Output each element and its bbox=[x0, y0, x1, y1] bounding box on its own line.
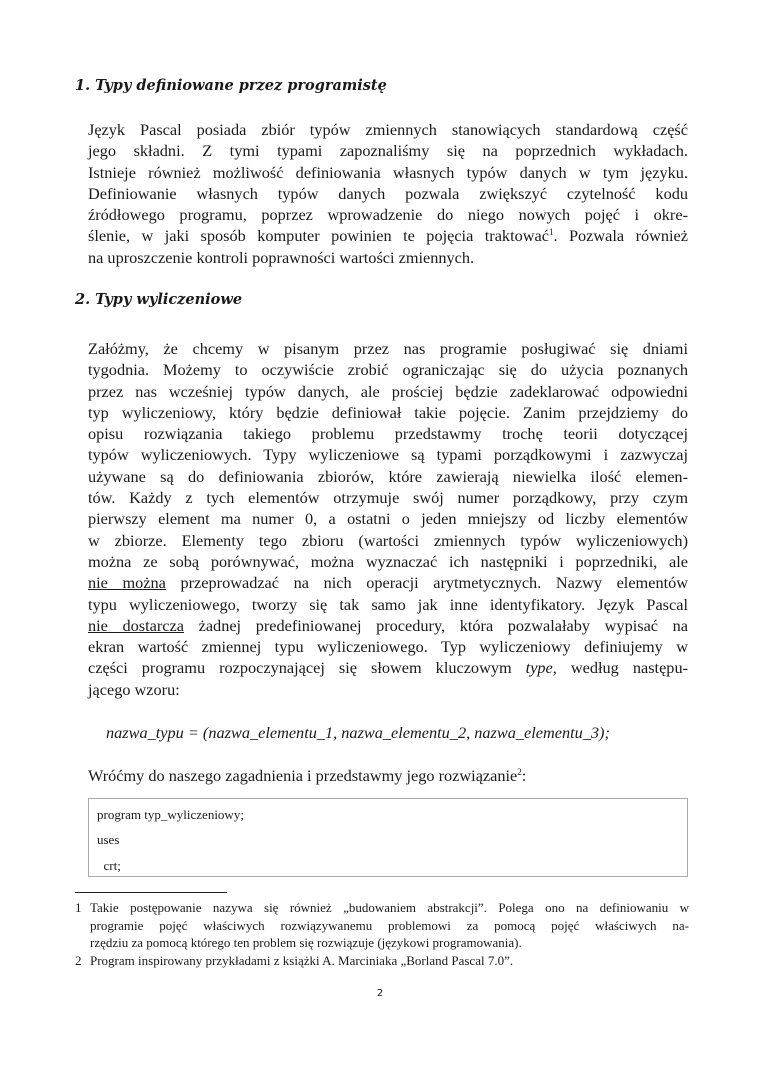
text-line: tów. Każdy z tych elementów otrzymuje swój numer porządkowy, przy czym bbox=[88, 488, 688, 508]
text-line: programie pojęć właściwych rozwiązywanemu problemowi za pomocą pojęć właściwych na- bbox=[90, 917, 689, 933]
text-line: Język Pascal posiada zbiór typów zmiennych stanowiących standardową część bbox=[88, 120, 688, 139]
text-line: przez nas wcześniej typów danych, ale prościej będzie zadeklarować odpowiedni bbox=[88, 381, 688, 401]
text-line: rzędziu za pomocą którego ten problem się rozwiązuje (językowi programowania). bbox=[90, 935, 522, 950]
text-line: tygodnia. Możemy to oczywiście zrobić ograniczając się do użycia poznanych bbox=[88, 360, 688, 380]
text-line: można ze sobą porównywać, można wyznaczać ich następniki i poprzedniki, ale bbox=[88, 551, 688, 571]
footnote-separator bbox=[75, 892, 227, 893]
underlined-text: nie dostarcza bbox=[88, 615, 184, 635]
solution-intro-text: Wróćmy do naszego zagadnienia i przedstawmy jego rozwiązanie bbox=[88, 766, 518, 785]
text-line: ślenie, w jaki sposób komputer powinien te pojęcia traktować$^1$. Pozwala również bbox=[88, 226, 689, 246]
footnote-text bbox=[90, 952, 689, 970]
section-1-heading: 1. Typy definiowane przez programistę bbox=[75, 77, 387, 94]
code-line: uses bbox=[97, 832, 120, 847]
text-line: jego składni. Z tymi typami zapoznaliśmy się na poprzednich wykładach. bbox=[88, 141, 688, 161]
code-listing bbox=[88, 798, 688, 877]
section-2-paragraph bbox=[88, 338, 688, 700]
text-line: Program inspirowany przykładami z książki A. Marciniaka „Borland Pascal 7.0”. bbox=[90, 953, 514, 968]
text-line: typ wyliczeniowy, który będzie definiował takie pojęcie. Zanim przejdziemy do bbox=[88, 402, 688, 422]
text-line: typu wyliczeniowego, tworzy się tak samo jak inne identyfikatory. Język Pascal bbox=[88, 594, 688, 614]
footnote-number: 2 bbox=[75, 953, 82, 968]
text-line: pierwszy element ma numer 0, a ostatni o jeden mniejszy od liczby elementów bbox=[88, 509, 688, 529]
footnote-ref-2: 2 bbox=[517, 767, 522, 777]
page-number: 2 bbox=[376, 988, 384, 999]
text-line: Załóżmy, że chcemy w pisanym przez nas programie posługiwać się dniami bbox=[88, 339, 688, 358]
keyword-text: type bbox=[525, 658, 553, 678]
text-line: jącego wzoru: bbox=[88, 679, 180, 699]
text-line: części programu rozpoczynającej się słowem kluczowym type, według następu- bbox=[88, 658, 689, 678]
solution-intro-end: : bbox=[521, 766, 527, 785]
solution-intro bbox=[88, 766, 526, 786]
text-line: ekran wartość zmiennej typu wyliczeniowego. Typ wyliczeniowy definiujemy w bbox=[88, 637, 688, 657]
footnote-number: 1 bbox=[75, 900, 82, 915]
code-line: crt; bbox=[97, 858, 121, 873]
footnote-text bbox=[90, 899, 689, 952]
section-1-paragraph bbox=[88, 119, 688, 268]
text-line: Definiowanie własnych typów danych pozwala zwiększyć czytelność kodu bbox=[88, 183, 688, 203]
underlined-text: nie można bbox=[88, 573, 166, 593]
text-line: typów wyliczeniowych. Typy wyliczeniowe są typami porządkowymi i zazwyczaj bbox=[88, 445, 688, 465]
text-line: nie można przeprowadzać na nich operacji arytmetycznych. Nazwy elementów bbox=[88, 573, 689, 593]
text-line: źródłowego programu, poprzez wprowadzenie do niego nowych pojęć i okre- bbox=[88, 205, 688, 225]
text-line: w zbiorze. Elementy tego zbioru (wartości zmiennych typów wyliczeniowych) bbox=[88, 530, 688, 550]
type-formula: nazwa_typu = (nazwa_elementu_1, nazwa_elementu_2, nazwa_elementu_3); bbox=[106, 723, 610, 742]
text-line: na uproszczenie kontroli poprawności wartości zmiennych. bbox=[88, 247, 475, 267]
text-line: nie dostarcza żadnej predefiniowanej procedury, która pozwalałaby wypisać na bbox=[88, 615, 688, 635]
text-line: opisu rozwiązania takiego problemu przedstawmy trochę teorii dotyczącej bbox=[88, 424, 688, 444]
text-line: Takie postępowanie nazywa się również „budowaniem abstrakcji”. Polega ono na definiowaniu w bbox=[90, 900, 689, 915]
code-line: program typ_wyliczeniowy; bbox=[97, 807, 244, 822]
footnote-ref: 1 bbox=[548, 227, 554, 238]
section-2-heading: 2. Typy wyliczeniowe bbox=[75, 291, 243, 308]
text-line: Istnieje również możliwość definiowania własnych typów danych w tym języku. bbox=[88, 162, 688, 182]
text-line: używane są do definiowania zbiorów, które zawierają niewielka ilość elemen- bbox=[88, 466, 688, 486]
